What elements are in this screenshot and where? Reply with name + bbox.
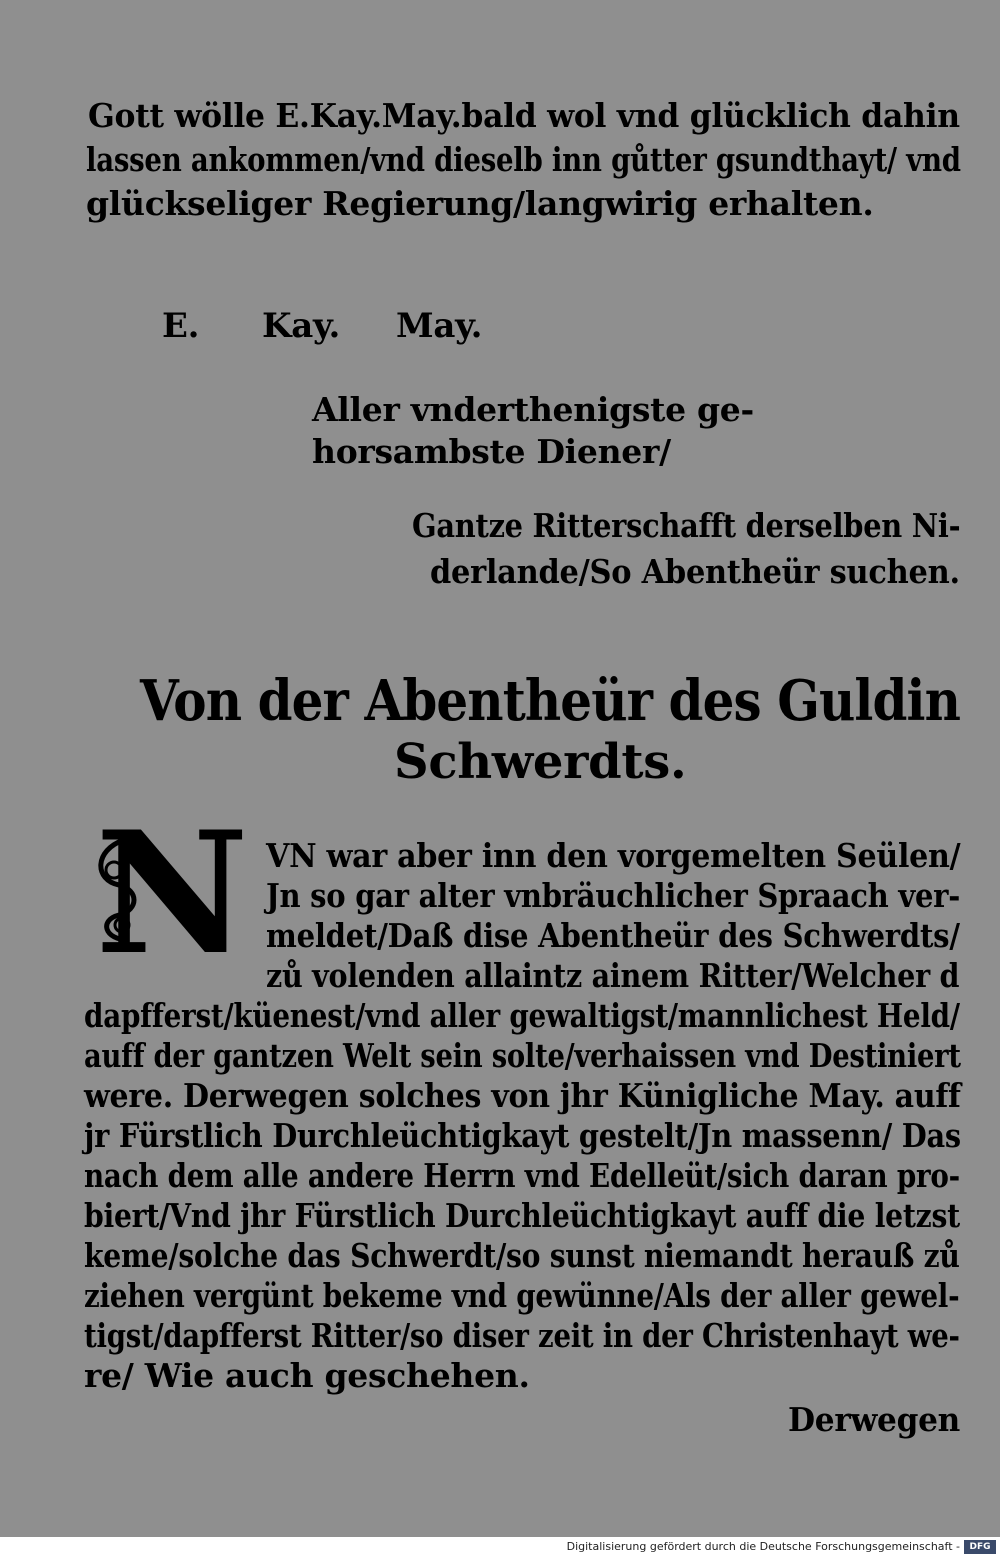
body-line-2: Jn so gar alter vnbräuchlicher Spraach ver- [266, 876, 961, 915]
signature-2-line-1: Gantze Ritterschafft derselben Ni- [412, 506, 961, 545]
body-line-9: nach dem alle andere Herrn vnd Edelleüt/sich daran pro- [84, 1156, 960, 1195]
catchword: Derwegen [788, 1400, 961, 1439]
body-line-6: auff der gantzen Welt sein solte/verhaissen vnd Destiniert [84, 1036, 961, 1075]
footer-credit: Digitalisierung gefördert durch die Deutsche Forschungsgemeinschaft - [566, 1540, 960, 1553]
body-line-7: were. Derwegen solches von jhr Künigliche May. auff [84, 1076, 961, 1115]
signature-1-line-1: Aller vnderthenigste ge- [312, 390, 754, 429]
top-paragraph-line-2: lassen ankommen/vnd dieselb inn gůtter gsundthayt/ vnd [86, 140, 961, 179]
body-line-3: meldet/Daß dise Abentheür des Schwerdts/ [266, 916, 960, 955]
body-line-13: tigst/dapfferst Ritter/so diser zeit in der Christenhayt we- [84, 1316, 960, 1355]
salutation-may: May. [396, 306, 483, 346]
body-line-14: re/ Wie auch geschehen. [84, 1356, 530, 1395]
body-line-11: keme/solche das Schwerdt/so sunst niemandt herauß zů [84, 1236, 960, 1275]
top-paragraph-line-1: Gott wölle E.Kay.May.bald wol vnd glücklich dahin [88, 96, 960, 135]
drop-capital-flourish-icon [84, 830, 164, 950]
digitization-footer [0, 1537, 1000, 1558]
salutation-kay: Kay. [262, 306, 341, 346]
top-paragraph-line-3: glückseliger Regierung/langwirig erhalten. [86, 184, 874, 223]
signature-1-line-2: horsambste Diener/ [312, 432, 671, 471]
body-line-1: VN war aber inn den vorgemelten Seülen/ [266, 836, 961, 875]
body-line-12: ziehen vergünt bekeme vnd gewünne/Als der aller gewel- [84, 1276, 960, 1315]
chapter-heading-line-1: Von der Abentheür des Guldin [140, 668, 961, 734]
body-line-5: dapfferst/küenest/vnd aller gewaltigst/mannlichest Held/ [84, 996, 960, 1035]
drop-capital: N [95, 794, 249, 992]
signature-2-line-2: derlande/So Abentheür suchen. [430, 552, 960, 591]
body-line-4: zů volenden allaintz ainem Ritter/Welcher d [266, 956, 960, 995]
chapter-heading-line-2: Schwerdts. [394, 734, 687, 790]
dfg-logo-icon: DFG [964, 1540, 996, 1554]
body-line-10: biert/Vnd jhr Fürstlich Durchleüchtigkayt auff die letzst [84, 1196, 960, 1235]
body-line-8: jr Fürstlich Durchleüchtigkayt gestelt/Jn massenn/ Das [84, 1116, 961, 1155]
salutation-e: E. [162, 306, 200, 346]
